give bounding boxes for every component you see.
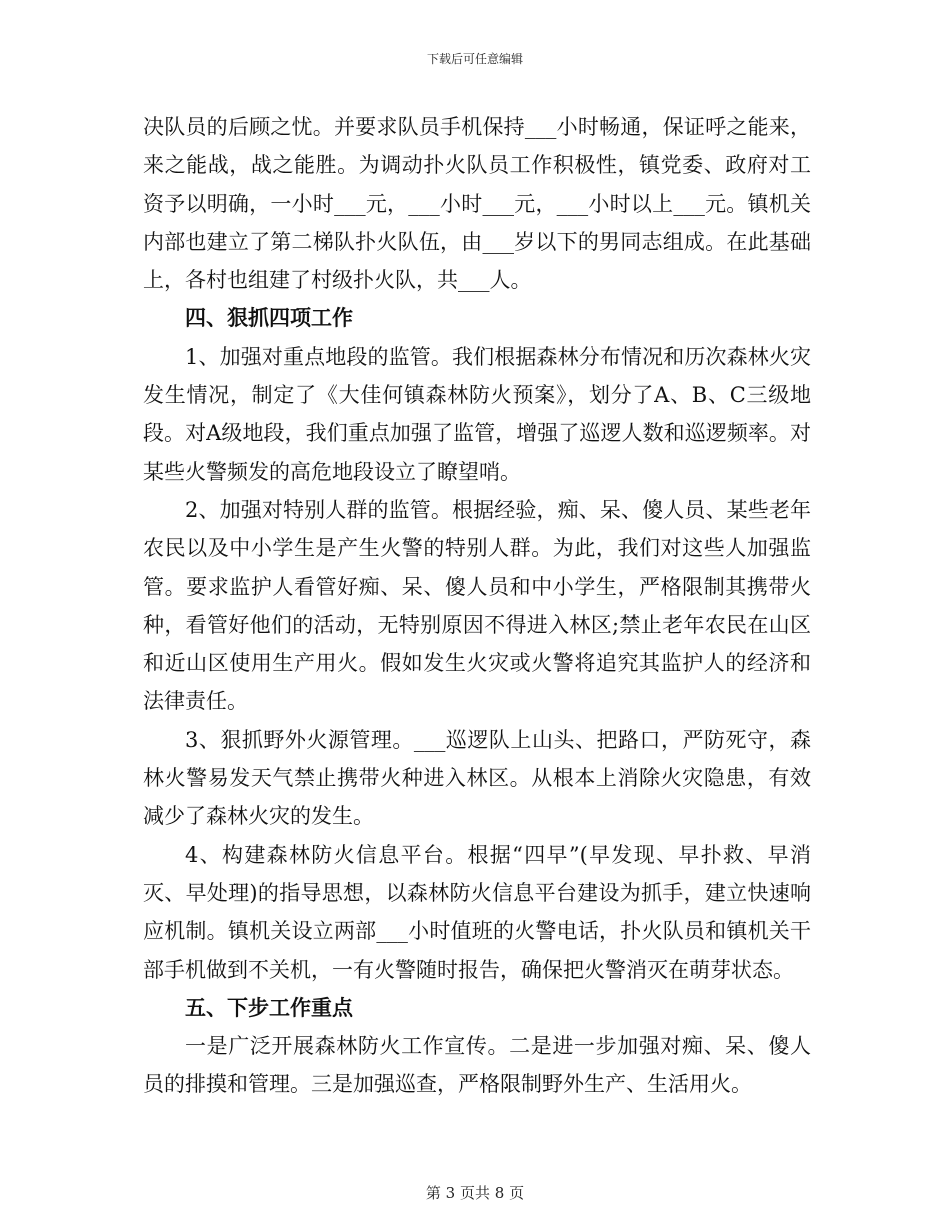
paragraph-item-4: 4、构建森林防火信息平台。根据“四早”(早发现、早扑救、早消灭、早处理)的指导思想，以森林防火信息平台建设为抓手，建立快速响应机制。镇机关设立两部___小时值班的火警电话，扑火队员和镇机关干部手机做到不关机，一有火警随时报告，确保把火警消灭在萌芽状态。	[143, 842, 811, 982]
document-body	[143, 108, 811, 1104]
section-heading-four: 四、狠抓四项工作	[185, 305, 353, 331]
section-heading-five: 五、下步工作重点	[185, 994, 353, 1020]
paragraph-item-1: 1、加强对重点地段的监管。我们根据森林分布情况和历次森林火灾发生情况，制定了《大佳何镇森林防火预案》，划分了A、B、C三级地段。对A级地段，我们重点加强了监管，增强了巡逻人数和巡逻频率。对某些火警频发的高危地段设立了瞭望哨。	[143, 344, 811, 484]
paragraph-next-steps: 一是广泛开展森林防火工作宣传。二是进一步加强对痴、呆、傻人员的排摸和管理。三是加强巡查，严格限制野外生产、生活用火。	[143, 1034, 811, 1097]
page-number: 第 3 页共 8 页	[425, 1184, 525, 1202]
paragraph-item-2: 2、加强对特别人群的监管。根据经验，痴、呆、傻人员、某些老年农民以及中小学生是产生火警的特别人群。为此，我们对这些人加强监管。要求监护人看管好痴、呆、傻人员和中小学生，严格限制其携带火种，看管好他们的活动，无特别原因不得进入林区;禁止老年农民在山区和近山区使用生产用火。假如发生火灾或火警将追究其监护人的经济和法律责任。	[143, 497, 811, 714]
paragraph-continuation: 决队员的后顾之忧。并要求队员手机保持___小时畅通，保证呼之能来，来之能战，战之能胜。为调动扑火队员工作积极性，镇党委、政府对工资予以明确，一小时___元，___小时___元，___小时以上___元。镇机关内部也建立了第二梯队扑火队伍，由___岁以下的男同志组成。在此基础上，各村也组建了村级扑火队，共___人。	[143, 115, 811, 293]
paragraph-item-3: 3、狠抓野外火源管理。___巡逻队上山头、把路口，严防死守，森林火警易发天气禁止携带火种进入林区。从根本上消除火灾隐患，有效减少了森林火灾的发生。	[143, 727, 811, 829]
page-header: 下载后可任意编辑	[426, 52, 523, 66]
